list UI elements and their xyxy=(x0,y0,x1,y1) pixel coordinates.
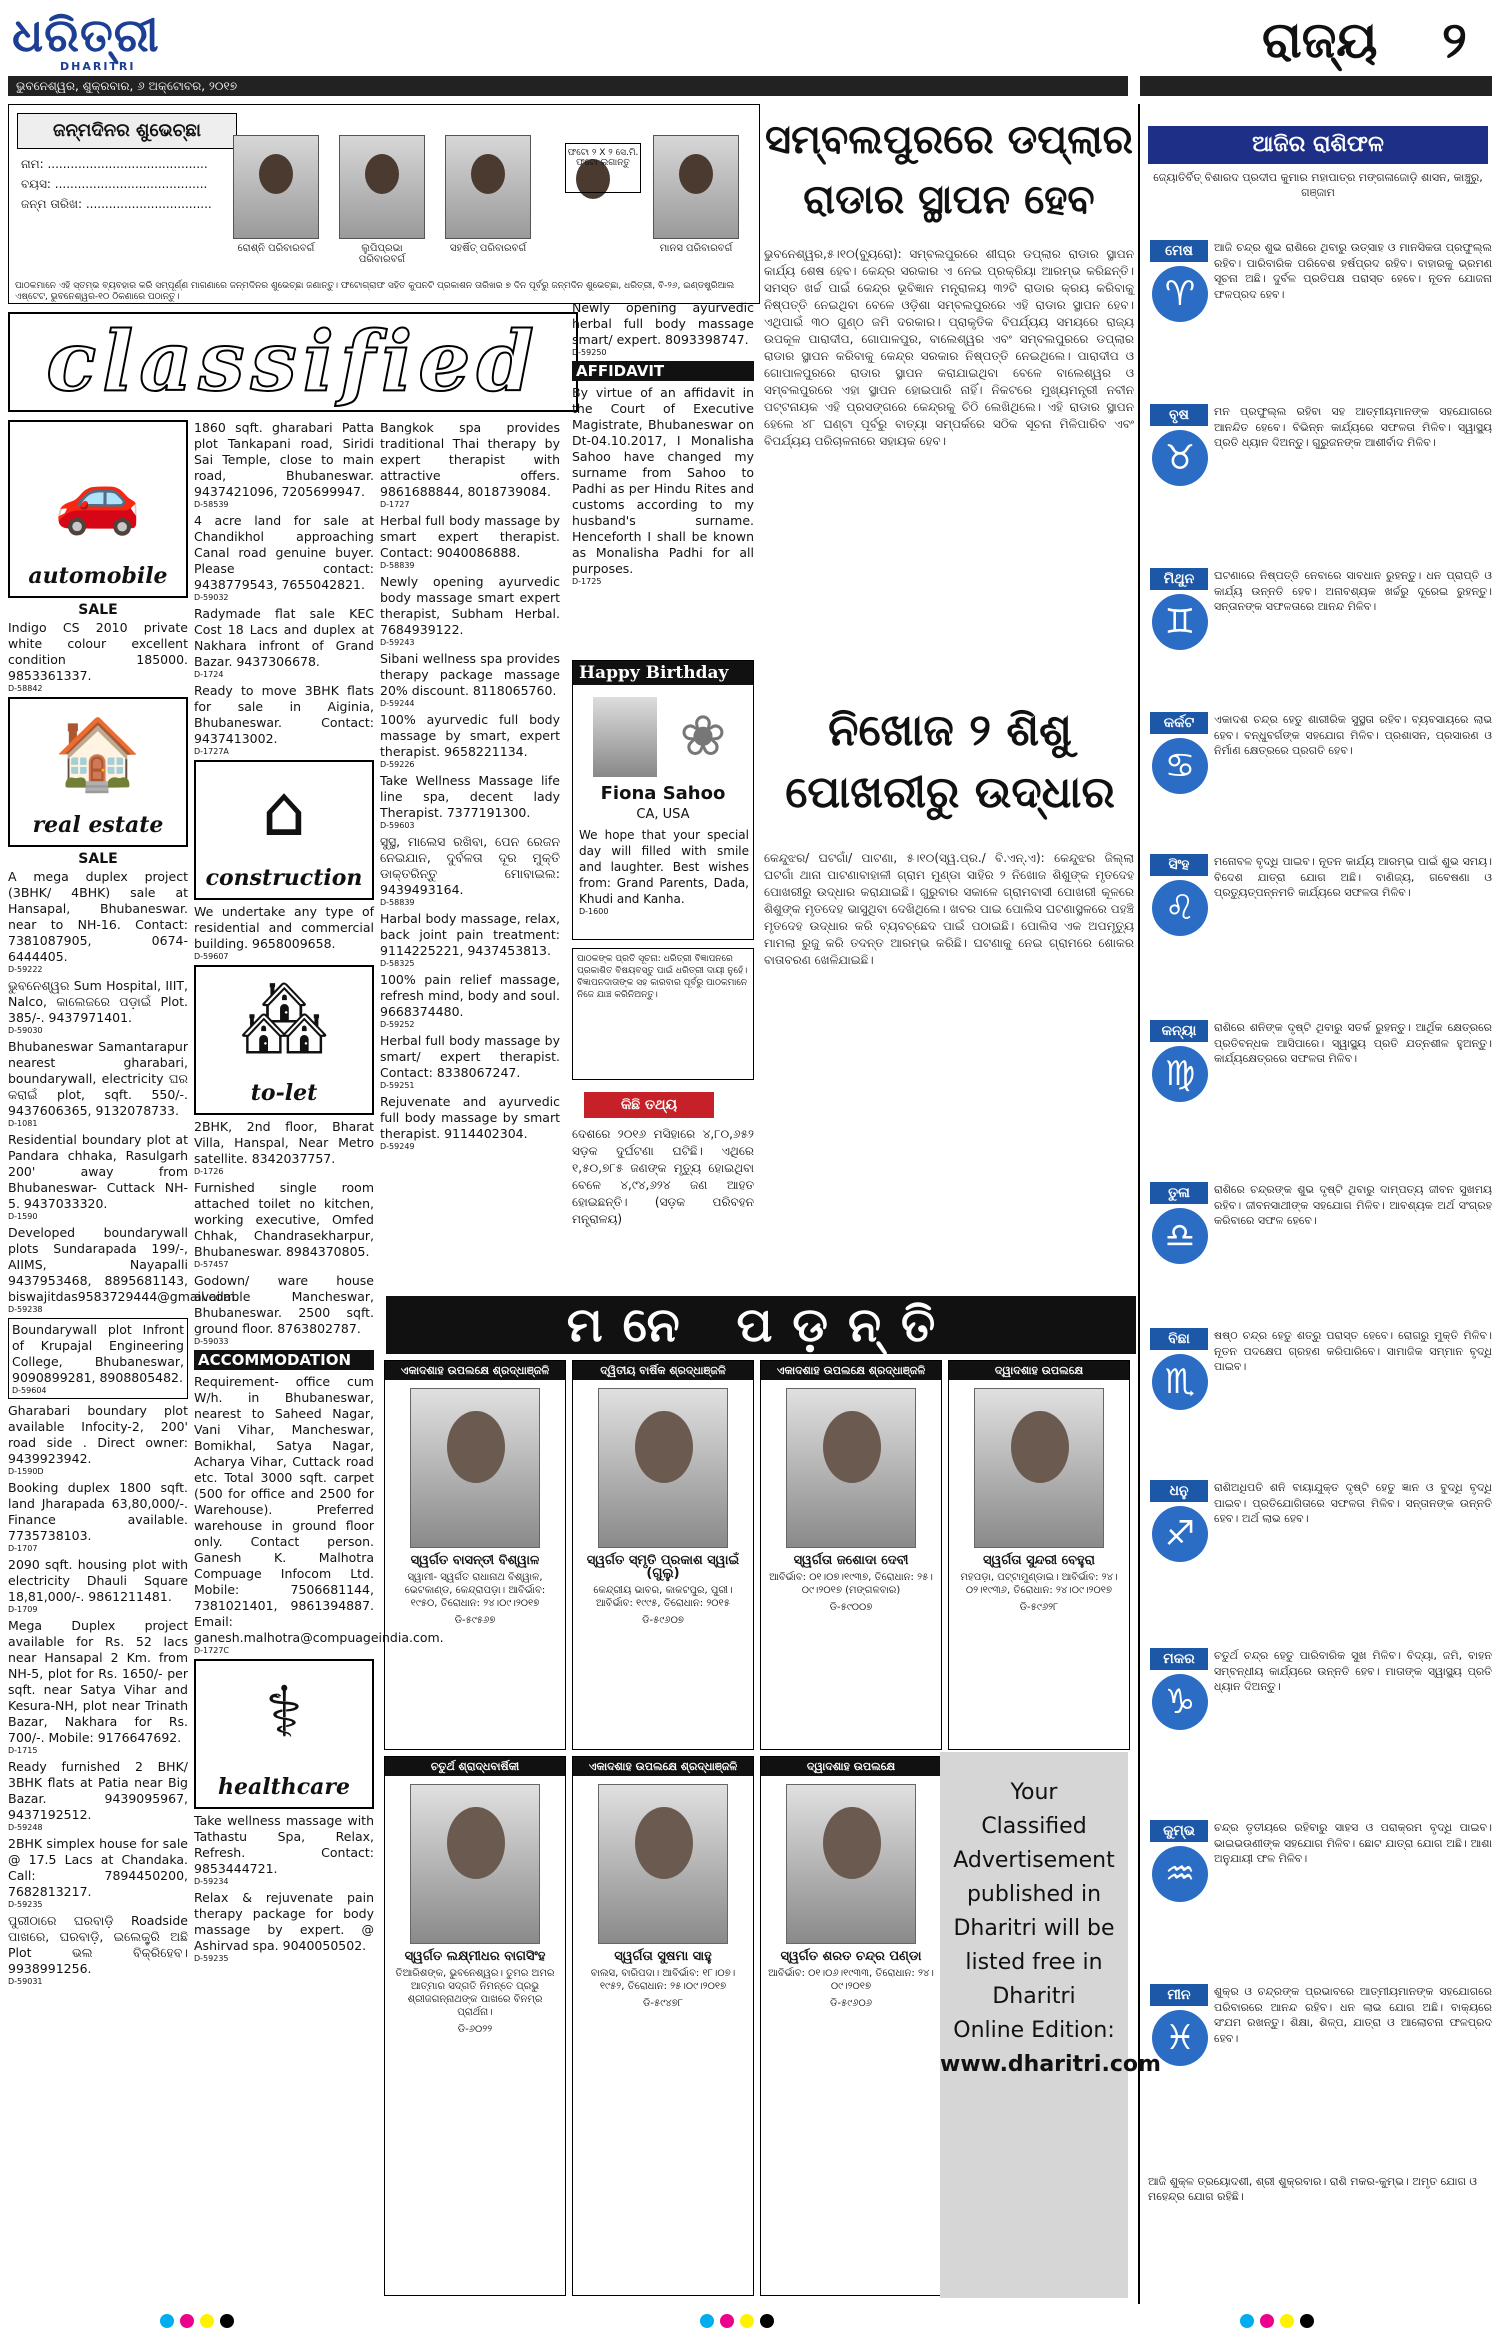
car-icon: 🚗 xyxy=(54,456,142,538)
classified-ad: ସୁସ୍ଥ, ମାଲେସ ରଖିବା, ପେନ ରେଜନ ନେଇଯାନ, ଦୁର୍ବଳତା ଦୂର ମୁକ୍ତି ଡାକ୍ତରିନ୍ତୁ ମୋବାଇଲ: 9439493164. D-58839 xyxy=(380,834,560,907)
magenta-dot-icon xyxy=(1260,2314,1274,2328)
cyan-dot-icon xyxy=(160,2314,174,2328)
zodiac-entry-libra: ତୁଳା ♎ ରାଶିରେ ଚନ୍ଦ୍ରଙ୍କ ଶୁଭ ଦୃଷ୍ଟି ଥିବାରୁ ଦାମ୍ପତ୍ୟ ଜୀବନ ସୁଖମୟ ରହିବ। ଜୀବନସାଥୀଙ୍କ ସହଯୋଗ ମିଳିବ। ଆବଶ୍ୟକ ଅର୍ଥ ସଂଗ୍ରହ କରିବାରେ ସଫଳ ହେବେ। xyxy=(1148,1182,1492,1332)
obituary-card: ଚତୁର୍ଥ ଶ୍ରାଦ୍ଧବାର୍ଷିକୀ ସ୍ୱର୍ଗତ ଲକ୍ଷ୍ମୀଧର ବାଗସିଂହ ତିଆରିଶଙ୍କ, ଭୁବନେଶ୍ୱର। ତୁମର ଅମର ଆତ୍ମାର ସଦ୍‌ଗତି ନିମନ୍ତେ ପ୍ରଭୁ ଶ୍ରୀଜଗନ୍ନାଥଙ୍କ ପାଖରେ ବିନମ୍ର ପ୍ରାର୍ଥନା। ଡି-୬୦୨୨ xyxy=(384,1756,566,2296)
capricorn-icon: ♑ xyxy=(1152,1674,1208,1730)
taurus-icon: ♉ xyxy=(1152,430,1208,486)
obituary-photo xyxy=(786,1784,916,1944)
pisces-icon: ♓ xyxy=(1152,2010,1208,2066)
story-body: କେନ୍ଦୁଝର/ ଘଟଗାଁ/ ପାଟଣା, ୫।୧୦(ସ୍ୱ.ପ୍ର./ ବି.ଏନ୍.ଏ): କେନ୍ଦୁଝର ଜିଲ୍ଲା ଘଟଗାଁ ଥାନା ପାଟଣାବାହାଳୀ ଗ୍ରାମ ମୁଣ୍ଡା ସାହିର ୨ ନିଖୋଜ ଶିଶୁଙ୍କ ମୃତଦେହ ପୋଖରୀରୁ ଉଦ୍ଧାର କରାଯାଇଛି। ଗୁରୁବାର ସକାଳେ ଗ୍ରାମବାସୀ ପୋଖରୀ କୂଳରେ ଶିଶୁଙ୍କ ମୃତଦେହ ଭାସୁଥିବା ଦେଖିଥିଲେ। ଖବର ପାଇ ପୋଲିସ ଘଟଣାସ୍ଥଳରେ ପହଞ୍ଚି ମୃତଦେହ ଉଦ୍ଧାର କରି ବ୍ୟବଚ୍ଛେଦ ପାଇଁ ପଠାଇଛି। ପୋଲିସ ଏକ ଅପମୃତ୍ୟୁ ମାମଲା ରୁଜୁ କରି ତଦନ୍ତ ଆରମ୍ଭ କରିଛି। ଘଟଣାକୁ ନେଇ ଗ୍ରାମରେ ଶୋକର ବାତାବରଣ ଖେଳିଯାଇଛି। xyxy=(764,851,1134,967)
zodiac-entry-aquarius: କୁମ୍ଭ ♒ ଚନ୍ଦ୍ର ତୃତୀୟରେ ରହିବାରୁ ସାହସ ଓ ପରାକ୍ରମ ବୃଦ୍ଧି ପାଇବ। ଭାଇଭଉଣୀଙ୍କ ସହଯୋଗ ମିଳିବ। ଛୋଟ ଯାତ୍ରା ଯୋଗ ଅଛି। ଆଶା ଅନୁଯାୟୀ ଫଳ ମିଳିବ। xyxy=(1148,1820,1492,1970)
zodiac-entry-virgo: କନ୍ୟା ♍ ରାଶିରେ ଶନିଙ୍କ ଦୃଷ୍ଟି ଥିବାରୁ ସତର୍କ ରୁହନ୍ତୁ। ଆର୍ଥିକ କ୍ଷେତ୍ରରେ ପ୍ରତିବନ୍ଧକ ଆସିପାରେ। ସ୍ୱାସ୍ଥ୍ୟ ପ୍ରତି ଯତ୍ନଶୀଳ ହୁଅନ୍ତୁ। କାର୍ଯ୍ୟକ୍ଷେତ୍ରରେ ସଫଳତା ମିଳିବ। xyxy=(1148,1020,1492,1170)
classified-ad: Godown/ ware house available Mancheswar, Bhubaneswar. 2500 sqft. ground floor. 8763802787. D-59033 xyxy=(194,1273,374,1346)
classified-ad: 100% ayurvedic full body massage by smart, expert therapist. 9658221134. D-59226 xyxy=(380,712,560,769)
gemini-icon: ♊ xyxy=(1152,594,1208,650)
print-registration-marks xyxy=(0,2310,1500,2334)
cancer-icon: ♋ xyxy=(1152,738,1208,794)
affidavit-notice: By virtue of an affidavit in the Court of Executive Magistrate, Bhubaneswar on Dt-04.10.2017, I Monalisha Sahoo have changed my surname from Sahoo to Padhi as per Hindu Rites and customs according to my husband's surname. Henceforth I shall be known as Monalisha Padhi for all purposes. D-1725 xyxy=(572,385,754,586)
horoscope-author: ଜ୍ୟୋତିର୍ବିତ୍ ବିଶାରଦ ପ୍ରଦୀପ କୁମାର ମହାପାତ୍ର ମଙ୍ଗଳାଜୋଡ଼ି ଶାସନ, କାଞ୍ଚୁରୁ, ଗଞ୍ଜାମ xyxy=(1153,171,1483,199)
classified-column-3 xyxy=(380,420,560,1290)
story-body: ଭୁବନେଶ୍ୱର,୫।୧୦(ବ୍ୟୁରୋ): ସମ୍ବଲପୁରରେ ଶୀଘ୍ର ଡପ୍ଲାର ରାଡାର ସ୍ଥାପନ କାର୍ଯ୍ୟ ଶେଷ ହେବ। କେନ୍ଦ୍ର ସରକାର ଏ ନେଇ ପ୍ରକ୍ରିୟା ଆରମ୍ଭ କରିଛନ୍ତି। ସମସ୍ତ ଖର୍ଚ୍ଚ ପାଇଁ କେନ୍ଦ୍ର ଭୂବିଜ୍ଞାନ ମନ୍ତ୍ରାଳୟ ୩୨ଟି ରାଡାର କ୍ରୟ କରିବାକୁ ନିଷ୍ପତ୍ତି ନେଇଥିବା ବେଳେ ଓଡ଼ିଶା ସମ୍ବଲପୁରରେ ଏହି ରାଡାର ସ୍ଥାପନ ହେବ। ଏଥିପାଇଁ ୩୦ ଗୁଣ୍ଠ ଜମି ଦରକାର। ପ୍ରାକୃତିକ ବିପର୍ଯ୍ୟୟ ସମୟରେ ରାଜ୍ୟ ଉପକୂଳ ପାରାଦୀପ, ଗୋପାଳପୁର, ବାଲେଶ୍ୱର ଏବଂ ସମ୍ବଲପୁରରେ ଡପ୍ଲାର ରାଡାର ସ୍ଥାପନ କରିବାକୁ କେନ୍ଦ୍ର ସରକାର ନିଷ୍ପତ୍ତି ନେଇଥିଲେ। ପାରାଦୀପ ଓ ଗୋପାଳପୁରରେ ରାଡାର ସ୍ଥାପନ କରାଯାଇଥିବା ବେଳେ ବାଲେଶ୍ୱର ଓ ସମ୍ବଲପୁରରେ ଏହା ସ୍ଥାପନ ହୋଇପାରି ନାହିଁ। ନିକଟରେ ମୁଖ୍ୟମନ୍ତ୍ରୀ ନବୀନ ପଟ୍ଟନାୟକ ଏହି ପ୍ରସଙ୍ଗରେ କେନ୍ଦ୍ରକୁ ଚିଠି ଲେଖିଥିଲେ। ଏହି ରାଡାର ସ୍ଥାପନ ହେଲେ ୪୮ ଘଣ୍ଟା ପୂର୍ବରୁ ବାତ୍ୟା ସମ୍ପର୍କରେ ସଠିକ ସୂଚନା ମିଳିପାରିବ ଏବଂ ବିପର୍ଯ୍ୟୟ ପରିଚାଳନାରେ ସହାୟକ ହେବ। xyxy=(764,247,1134,448)
photo-size-note: ଫଟୋ ୨ X ୨ ସେ.ମି. ଫଟୋ ଲଗାନ୍ତୁ xyxy=(565,143,641,193)
zodiac-entry-pisces: ମୀନ ♓ ଶୁକ୍ର ଓ ଚନ୍ଦ୍ରଙ୍କ ପ୍ରଭାବରେ ଆତ୍ମୀୟମାନଙ୍କ ସହଯୋଗରେ ପରିବାରରେ ଆନନ୍ଦ ରହିବ। ଧନ ଲାଭ ଯୋଗ ଅଛି। ବାକ୍ୟରେ ସଂଯମ ରଖନ୍ତୁ। ଶିକ୍ଷା, ଶିଳ୍ପ, ଯାତ୍ରା ଓ ଆଲୋଚନା ଫଳପ୍ରଦ ହେବ। xyxy=(1148,1984,1492,2134)
birthday-photo-caption: ରୋଶ୍ନି ପରିବାରବର୍ଗ xyxy=(237,243,315,254)
construction-category-box xyxy=(194,760,374,900)
reader-notice: ପାଠକଙ୍କ ପ୍ରତି ସୂଚନା: ଧରିତ୍ରୀ ବିଜ୍ଞାପନରେ ପ୍ରକାଶିତ ବିଷୟବସ୍ତୁ ପାଇଁ ଧରିତ୍ରୀ ଦାୟୀ ନୁହେଁ। ବିଜ୍ଞାପନଦାତାଙ୍କ ସହ କାରବାର ପୂର୍ବରୁ ପାଠକମାନେ ନିଜେ ଯାଞ୍ଚ କରିନିଅନ୍ତୁ। xyxy=(572,948,754,1080)
classified-column-2 xyxy=(194,420,444,2300)
classified-ad: Bangkok spa provides traditional Thai therapy by expert therapist with attractive offers. 9861688844, 8018739084. D-1727 xyxy=(380,420,560,509)
classified-ad: ଭୁବନେଶ୍ୱର Sum Hospital, IIIT, Nalco, କାଲେଜରେ ପଡ଼ାଇଁ Plot. 385/-. 9437971401. D-59030 xyxy=(8,978,188,1035)
obituary-photo xyxy=(598,1784,728,1944)
classified-ad: Indigo CS 2010 private white colour excellent condition 185000. 9853361337. D-58842 xyxy=(8,620,188,693)
panjika-note: ଆଜି ଶୁକ୍ଳ ତ୍ରୟୋଦଶୀ, ଶ୍ରୀ ଶୁକ୍ରବାର। ରାଶି ମକର-କୁମ୍ଭ। ଅମୃତ ଯୋଗ ଓ ମହେନ୍ଦ୍ର ଯୋଗ ରହିଛି। xyxy=(1148,2175,1478,2203)
facts-heading: କିଛି ତଥ୍ୟ xyxy=(584,1092,714,1118)
masthead xyxy=(0,0,1500,100)
cyan-dot-icon xyxy=(1240,2314,1254,2328)
house-outline-icon: ⌂ xyxy=(261,770,307,852)
obituary-card: ଏକାଦଶାହ ଉପଲକ୍ଷେ ଶ୍ରଦ୍ଧାଞ୍ଜଳି ସ୍ୱର୍ଗତା ଜଶୋଦା ଦେବୀ ଆବିର୍ଭାବ: ୦୧।୦୭।୧୯୩୭, ତିରୋଧାନ: ୨୫।୦୯।୨୦୧୭ (ମଙ୍ଗଳବାର) ଡି-୫୯୦୦୭ xyxy=(760,1360,942,1750)
to-let-category-box xyxy=(194,965,374,1115)
classified-ad: Furnished single room attached toilet no kitchen, working executive, Omfed Chhak, Chandrasekharpur, Bhubaneswar. 8984370805. D-57457 xyxy=(194,1180,374,1269)
classified-ad: 100% pain relief massage, refresh mind, body and soul. 9668374480. D-59252 xyxy=(380,972,560,1029)
obituary-photo xyxy=(786,1388,916,1548)
classified-ad: Developed boundarywall plots Sundarapada 199/-, AIIMS, Nayapalli 9437953468, 8895681143, biswajitdas9583729444@gmail.com. D-59238 xyxy=(8,1225,240,1314)
coupon-instructions: ପାଠକମାନେ ଏହି ସ୍ତମ୍ଭ ବ୍ୟବହାର କରି ସମ୍ପୂର୍ଣ୍ଣ ମାଗଣାରେ ଜନ୍ମଦିନର ଶୁଭେଚ୍ଛା ଜଣାନ୍ତୁ। ଫଟୋଗ୍ରାଫ ସହିତ କୁପନଟି ପ୍ରକାଶନ ତାରିଖର ୭ ଦିନ ପୂର୍ବରୁ ଜନ୍ମଦିନ ଶୁଭେଚ୍ଛା, ଧରିତ୍ରୀ, ବି-୨୬, ଇଣ୍ଡଷ୍ଟ୍ରିଆଲ ଏଷ୍ଟେଟ, ଭୁବନେଶ୍ୱର-୧୦ ଠିକଣାରେ ପଠାନ୍ତୁ। xyxy=(15,281,735,302)
classified-ad: Rejuvenate and ayurvedic full body massage by smart therapist. 9114402304. D-59249 xyxy=(380,1094,560,1151)
magenta-dot-icon xyxy=(180,2314,194,2328)
zodiac-entry-aries: ମେଷ ♈ ଆଜି ଚନ୍ଦ୍ର ଶୁଭ ରାଶିରେ ଥିବାରୁ ଉତ୍ସାହ ଓ ମାନସିକତା ପ୍ରଫୁଲ୍ଲ ରହିବ। ପାରିବାରିକ ପରିବେଶ ହର୍ଷପ୍ରଦ ରହିବ। ବାହାରକୁ ଭ୍ରମଣ ସୂଚନା ଅଛି। ଦୁର୍ବଳ ପ୍ରତିପକ୍ଷ ପରାସ୍ତ ହେବେ। ନୂତନ ଯୋଜନା ଫଳପ୍ରଦ ହେବ। xyxy=(1148,240,1492,390)
birthday-photo xyxy=(653,135,739,239)
classified-ad: 1860 sqft. gharabari Patta plot Tankapani road, Siridi Sai Temple, close to main road, Bhubaneswar. 9437421096, 7205699947. D-58539 xyxy=(194,420,374,509)
birthday-message: We hope that your special day will filled with smile and laughter. Best wishes from: Grand Parents, Dada, Khudi and Kanha. D-1600 xyxy=(579,828,749,916)
stethoscope-icon: ⚕ xyxy=(265,1671,303,1753)
classified-ad: Mega Duplex project available for Rs. 52 lacs near Hansapal 2 Km. from NH-5, plot for Rs. 1650/- per sqft. near Satya Vihar and Kesura-NH, plot near Trinath Bazar, Nakhara for Rs. 700/-. Mobile: 9176647692. D-1715 xyxy=(8,1618,188,1755)
zodiac-entry-cancer: କର୍କଟ ♋ ଏକାଦଶ ଚନ୍ଦ୍ର ହେତୁ ଶାରୀରିକ ସୁସ୍ଥତା ରହିବ। ବ୍ୟବସାୟରେ ଲାଭ ହେବ। ବନ୍ଧୁବର୍ଗଙ୍କ ସହଯୋଗ ମିଳିବ। ପ୍ରଶାସନ, ପ୍ରସାରଣ ଓ ନିର୍ମାଣ କ୍ଷେତ୍ରରେ ପ୍ରଗତି ହେବ। xyxy=(1148,712,1492,862)
classified-column-4 xyxy=(572,300,754,656)
to-let-sign-icon: 🏘 xyxy=(239,977,329,1059)
section-title: ରାଜ୍ୟ xyxy=(1262,10,1378,69)
birthday-coupon xyxy=(8,104,760,304)
classified-ad: Booking duplex 1800 sqft. land Jharapada 63,80,000/-. Finance available. 7735738103. D-1707 xyxy=(8,1480,188,1553)
classified-ad: Harbal body massage, relax, back joint pain treatment: 9114225221, 9437453813. D-58325 xyxy=(380,911,560,968)
category-label: automobile xyxy=(28,563,168,589)
healthcare-category-box xyxy=(194,1659,374,1809)
classified-banner: classified xyxy=(8,312,578,412)
happy-birthday-ad xyxy=(572,660,754,940)
sagittarius-icon: ♐ xyxy=(1152,1506,1208,1562)
newspaper-logo: ଧରିତ୍ରୀ xyxy=(12,8,160,62)
coupon-age-field: ବୟସ: ........................................ xyxy=(21,177,208,191)
birthday-photo xyxy=(233,135,319,239)
classified-ad: Ready to move 3BHK flats for sale in Aiginia, Bhubaneswar. Contact: 9437413002. D-1727A xyxy=(194,683,374,756)
classified-ad: Newly opening ayurvedic herbal full body massage smart/ expert. 8093398747. D-59250 xyxy=(572,300,754,357)
zodiac-entry-leo: ସିଂହ ♌ ମନୋବଳ ବୃଦ୍ଧି ପାଇବ। ନୂତନ କାର୍ଯ୍ୟ ଆରମ୍ଭ ପାଇଁ ଶୁଭ ସମୟ। ବିଦେଶ ଯାତ୍ରା ଯୋଗ ଅଛି। ବାଣିଜ୍ୟ, ଗବେଷଣା ଓ ପ୍ରତ୍ୟୁତ୍ପନ୍ନମତି କାର୍ଯ୍ୟରେ ସଫଳତା ମିଳିବ। xyxy=(1148,854,1492,1004)
obituary-card: ଏକାଦଶାହ ଉପଲକ୍ଷେ ଶ୍ରଦ୍ଧାଞ୍ଜଳି ସ୍ୱର୍ଗତ ବାସନ୍ତୀ ବିଶ୍ୱାଳ ସ୍ୱାମୀ- ସ୍ୱର୍ଗତ ରାଧାନାଥ ବିଶ୍ୱାଳ, ଭେଟକାଣ୍ଡ, କେନ୍ଦ୍ରାପଡ଼ା। ଆବିର୍ଭାବ: ୧୯୫୦, ତିରୋଧାନ: ୨୪।୦୯।୨୦୧୭ ଡି-୫୯୫୬୭ xyxy=(384,1360,566,1750)
birthday-child-photo xyxy=(593,697,657,777)
classified-ad: 2090 sqft. housing plot with electricity Dhauli Square 18,81,000/-. 9861211481. D-1709 xyxy=(8,1557,188,1614)
classified-ad: Radymade flat sale KEC Cost 18 Lacs and duplex at Nakhara infront of Grand Bazar. 9437306678. D-1724 xyxy=(194,606,374,679)
zodiac-entry-scorpio: ବିଛା ♏ ଷଷ୍ଠ ଚନ୍ଦ୍ର ହେତୁ ଶତ୍ରୁ ପରାସ୍ତ ହେବେ। ରୋଗରୁ ମୁକ୍ତି ମିଳିବ। ନୂତନ ପଦକ୍ଷେପ ଗ୍ରହଣ କରିପାରିବେ। ସାମାଜିକ ସମ୍ମାନ ବୃଦ୍ଧି ପାଇବ। xyxy=(1148,1328,1492,1478)
black-dot-icon xyxy=(1300,2314,1314,2328)
birthday-name: Fiona Sahoo xyxy=(600,783,726,804)
obituary-photo xyxy=(974,1388,1104,1548)
automobile-category-box xyxy=(8,420,188,598)
classified-column-1 xyxy=(8,420,240,2300)
obituary-card: ଏକାଦଶାହ ଉପଲକ୍ଷେ ଶ୍ରଦ୍ଧାଞ୍ଜଳି ସ୍ୱର୍ଗତା ସୁଷମା ସାହୁ ବାଲସ, ବାରିପଦା। ଆବିର୍ଭାବ: ୧୮।୦୭।୧୯୫୨, ତିରୋଧାନ: ୨୫।୦୯।୨୦୧୭ ଡି-୫୯୪୭୮ xyxy=(572,1756,754,2296)
birthday-photo xyxy=(339,135,425,239)
dateline: ଭୁବନେଶ୍ୱର, ଶୁକ୍ରବାର, ୬ ଅକ୍ଟୋବର, ୨୦୧୭ xyxy=(8,76,1128,96)
classified-ad: 2BHK, 2nd floor, Bharat Villa, Hanspal, Near Metro satellite. 8342037757. D-1726 xyxy=(194,1119,374,1176)
birthday-photo xyxy=(445,135,531,239)
classified-ad: Gharabari boundary plot available Infocity-2, 200' road side . Direct owner: 9439923942. D-1590D xyxy=(8,1403,188,1476)
birthday-photo-caption: ମାନସ ପରିବାରବର୍ଗ xyxy=(659,243,733,254)
classified-ad: Ready furnished 2 BHK/ 3BHK flats at Patia near Big Bazar. 9439095967, 9437192512. D-59248 xyxy=(8,1759,188,1832)
zodiac-entry-sagittarius: ଧନୁ ♐ ରାଶିଅଧିପତି ଶନି ବାୟାଯୁକ୍ତ ଦୃଷ୍ଟି ହେତୁ ଜ୍ଞାନ ଓ ବୁଦ୍ଧି ବୃଦ୍ଧି ପାଇବ। ପ୍ରତିଯୋଗିତାରେ ସଫଳତା ମିଳିବ। ସନ୍ତାନଙ୍କ ଉନ୍ନତି ହେବ। ଅର୍ଥ ଲାଭ ହେବ। xyxy=(1148,1480,1492,1630)
real-estate-category-box xyxy=(8,697,188,847)
free-online-listing-ad: Your Classified Advertisement published in Dharitri will be listed free in Dharitri Online Edition: www.dharitri.com xyxy=(940,1752,1128,2298)
classified-ad: Sibani wellness spa provides therapy package massage 20% discount. 8118065760. D-59244 xyxy=(380,651,560,708)
virgo-icon: ♍ xyxy=(1152,1046,1208,1102)
facts-text: ଦେଶରେ ୨୦୧୬ ମସିହାରେ ୪,୮୦,୬୫୨ ସଡ଼କ ଦୁର୍ଘଟଣା ଘଟିଛି। ଏଥିରେ ୧,୫୦,୭୮୫ ଜଣଙ୍କ ମୃତ୍ୟୁ ହୋଇଥିବା ବେଳେ ୪,୯୪,୬୨୪ ଜଣ ଆହତ ହୋଇଛନ୍ତି। (ସଡ଼କ ପରିବହନ ମନ୍ତ୍ରାଳୟ) xyxy=(572,1127,754,1226)
classified-ad: Residential boundary plot at Pandara chhaka, Rasulgarh 200' away from Bhubaneswar- Cuttack NH-5. 9437033320. D-1590 xyxy=(8,1132,188,1221)
obituary-photo xyxy=(410,1784,540,1944)
yellow-dot-icon xyxy=(740,2314,754,2328)
birthday-photo-caption: ସହର୍ଷିତ୍ ପରିବାରବର୍ଗ xyxy=(449,243,527,254)
aquarius-icon: ♒ xyxy=(1152,1846,1208,1902)
sale-heading: SALE xyxy=(78,602,118,618)
horoscope-title: ଆଜିର ରାଶିଫଳ xyxy=(1148,126,1488,164)
classified-ad: ପୁରୀଠାରେ ଘରବାଡ଼ି Roadside ପାଖରେ, ଘରବାଡ଼ି, ଇଲେକ୍ଟ୍ରି ଅଛି Plot ଭଲ ବିକ୍ରିହେବ। 9938991256. D-59031 xyxy=(8,1913,188,1986)
coupon-dob-field: ଜନ୍ମ ତାରିଖ: ................................. xyxy=(21,197,212,211)
boxed-classified-ad: Boundarywall plot Infront of Krupajal Engineering College, Bhubaneswar, 9090899281, 8908805482. D-59604 xyxy=(8,1318,188,1399)
classified-ad: We undertake any type of residential and commercial building. 9658009658. D-59607 xyxy=(194,904,374,961)
sale-heading: SALE xyxy=(78,851,118,867)
classified-ad: A mega duplex project (3BHK/ 4BHK) sale at Hansapal, Bhubaneswar. near to NH-16. Contact: 7381087905, 0674-6444405. D-59222 xyxy=(8,869,188,974)
obituary-card: ଦ୍ୱାଦଶାହ ଉପଲକ୍ଷେ ସ୍ୱର୍ଗତା ସୁନ୍ଦରୀ ବେହୁରା ମହପଡ଼ା, ପଟ୍ଟାମୁଣ୍ଡାଇ। ଆବିର୍ଭାବ: ୨୪।୦୨।୧୯୩୬, ତିରୋଧାନ: ୨୪।୦୯।୨୦୧୭ ଡି-୫୯୬୨୮ xyxy=(948,1360,1130,1750)
classified-ad: Herbal full body massage by smart expert therapist. Contact: 9040086888. D-58839 xyxy=(380,513,560,570)
happy-birthday-title: Happy Birthday xyxy=(573,661,753,685)
header-rule xyxy=(1140,76,1492,96)
category-label: construction xyxy=(205,865,363,891)
category-label: real estate xyxy=(32,812,164,838)
scorpio-icon: ♏ xyxy=(1152,1354,1208,1410)
story-headline: ନିଖୋଜ ୨ ଶିଶୁ ପୋଖରୀରୁ ଉଦ୍ଧାର xyxy=(785,705,1115,818)
flower-icon: ❀ xyxy=(679,704,727,769)
obituary-card: ଦ୍ୱାଦଶାହ ଉପଲକ୍ଷେ ସ୍ୱର୍ଗତ ଶରତ ଚନ୍ଦ୍ର ପଣ୍ଡା ଆବିର୍ଭାବ: ୦୧।୦୬।୧୯୩୩, ତିରୋଧାନ: ୨୪।୦୯।୨୦୧୭ ଡି-୫୯୬୦୬ xyxy=(760,1756,942,2296)
libra-icon: ♎ xyxy=(1152,1208,1208,1264)
obituary-photo xyxy=(598,1388,728,1548)
zodiac-entry-taurus: ବୃଷ ♉ ମନ ପ୍ରଫୁଲ୍ଲ ରହିବା ସହ ଆତ୍ମୀୟମାନଙ୍କ ସହଯୋଗରେ ଆନନ୍ଦିତ ହେବେ। ବିଭିନ୍ନ କାର୍ଯ୍ୟରେ ସଫଳତା ମିଳିବ। ସ୍ୱାସ୍ଥ୍ୟ ପ୍ରତି ଧ୍ୟାନ ଦିଅନ୍ତୁ। ଗୁରୁଜନଙ୍କ ଆଶୀର୍ବାଦ ମିଳିବ। xyxy=(1148,404,1492,554)
newspaper-logo-sub: DHARITRI xyxy=(60,60,136,73)
house-icon: 🏠 xyxy=(54,713,142,795)
leo-icon: ♌ xyxy=(1152,880,1208,936)
accommodation-heading: ACCOMMODATION xyxy=(194,1350,374,1370)
yellow-dot-icon xyxy=(200,2314,214,2328)
story-headline: ସମ୍ବଲପୁରରେ ଡପ୍ଲାର ରାଡାର ସ୍ଥାପନ ହେବ xyxy=(764,117,1133,223)
zodiac-entry-gemini: ମିଥୁନ ♊ ଘଟଣାରେ ନିଷ୍ପତ୍ତି ନେବାରେ ସାବଧାନ ରୁହନ୍ତୁ। ଧନ ପ୍ରାପ୍ତି ଓ କାର୍ଯ୍ୟ ଉନ୍ନତି ହେବ। ଅନାବଶ୍ୟକ ଖର୍ଚ୍ଚରୁ ଦୂରେଇ ରୁହନ୍ତୁ। ସନ୍ତାନଙ୍କ ସଫଳତାରେ ଆନନ୍ଦ ମିଳିବ। xyxy=(1148,568,1492,718)
zodiac-entry-capricorn: ମକର ♑ ଚତୁର୍ଥ ଚନ୍ଦ୍ର ହେତୁ ପାରିବାରିକ ସୁଖ ମିଳିବ। ବିଦ୍ୟା, ଜମି, ବାହନ ସମ୍ବନ୍ଧୀୟ କାର୍ଯ୍ୟରେ ଉନ୍ନତି ହେବ। ମାତାଙ୍କ ସ୍ୱାସ୍ଥ୍ୟ ପ୍ରତି ଧ୍ୟାନ ଦିଅନ୍ତୁ। xyxy=(1148,1648,1492,1798)
classified-ad: Requirement- office cum W/h. in Bhubaneswar, nearest to Saheed Nagar, Vani Vihar, Mancheswar, Bomikhal, Satya Nagar, Acharya Vihar, Cuttack road etc. Total 3000 sqft. carpet (500 for office and 2500 for Warehouse). Preferred warehouse in ground floor only. Contact person. Ganesh K. Malhotra Compuage Infocom Ltd. Mobile: 7506681144, 7381021401, 9861394887. Email: ganesh.malhotra@compuageindia.com. D-1727C xyxy=(194,1374,444,1655)
classified-ad: 2BHK simplex house for sale @ 17.5 Lacs at Chandaka. Call: 7894450200, 7682813217. D-59235 xyxy=(8,1836,188,1909)
black-dot-icon xyxy=(220,2314,234,2328)
obituary-card: ଦ୍ୱିତୀୟ ବାର୍ଷିକ ଶ୍ରଦ୍ଧାଞ୍ଜଳି ସ୍ୱର୍ଗତ ସ୍ମୃତି ପ୍ରକାଶ ସ୍ୱାଇଁ (ଗୁଲୁ) କେନ୍ଦ୍ରୀୟ ଭାବର, କାକଟପୁର, ପୁରୀ। ଆବିର୍ଭାବ: ୧୯୯୫, ତିରୋଧାନ: ୨୦୧୫ ଡି-୫୯୬୦୭ xyxy=(572,1360,754,1750)
coupon-name-field: ନାମ: .......................................... xyxy=(21,157,208,171)
magenta-dot-icon xyxy=(720,2314,734,2328)
classified-ad: Relax & rejuvenate pain therapy package for body massage by expert. @ Ashirvad spa. 9040050502. D-59235 xyxy=(194,1890,374,1963)
yellow-dot-icon xyxy=(1280,2314,1294,2328)
website-link[interactable]: www.dharitri.com xyxy=(940,2052,1161,2077)
classified-ad: 4 acre land for sale at Chandikhol approaching Canal road genuine buyer. Please contact: 9438779543, 7655042821. D-59032 xyxy=(194,513,374,602)
cyan-dot-icon xyxy=(700,2314,714,2328)
birthday-location: CA, USA xyxy=(636,807,690,822)
classified-ad: Herbal full body massage by smart/ expert therapist. Contact: 8338067247. D-59251 xyxy=(380,1033,560,1090)
classified-ad: Take wellness massage with Tathastu Spa, Relax, Refresh. Contact: 9853444721. D-59234 xyxy=(194,1813,374,1886)
category-label: healthcare xyxy=(218,1774,350,1800)
obituary-photo xyxy=(410,1388,540,1548)
classified-ad: Bhubaneswar Samantarapur nearest gharabari, boundarywall, electricity ଘର କରାଇଁ plot, sqft. 550/-. 9437606365, 9132078733. D-1081 xyxy=(8,1039,188,1128)
birthday-coupon-title: ଜନ୍ମଦିନର ଶୁଭେଚ୍ଛା xyxy=(17,113,237,149)
obituary-heading: ମନେ ପଡ଼ନ୍ତି xyxy=(386,1296,1136,1354)
category-label: to-let xyxy=(250,1080,318,1106)
classified-ad: Newly opening ayurvedic body massage smart expert therapist, Subham Herbal. 7684939122. D-59243 xyxy=(380,574,560,647)
horoscope-column xyxy=(1138,104,1494,2304)
aries-icon: ♈ xyxy=(1152,266,1208,322)
birthday-photo-caption: ଲୁପିପ୍ରଭା ପରିବାରବର୍ଗ xyxy=(358,243,406,265)
black-dot-icon xyxy=(760,2314,774,2328)
page-number: ୨ xyxy=(1442,10,1467,69)
classified-ad: Take Wellness Massage life line spa, decent lady Therapist. 7377191300. D-59603 xyxy=(380,773,560,830)
affidavit-heading: AFFIDAVIT xyxy=(572,361,754,381)
